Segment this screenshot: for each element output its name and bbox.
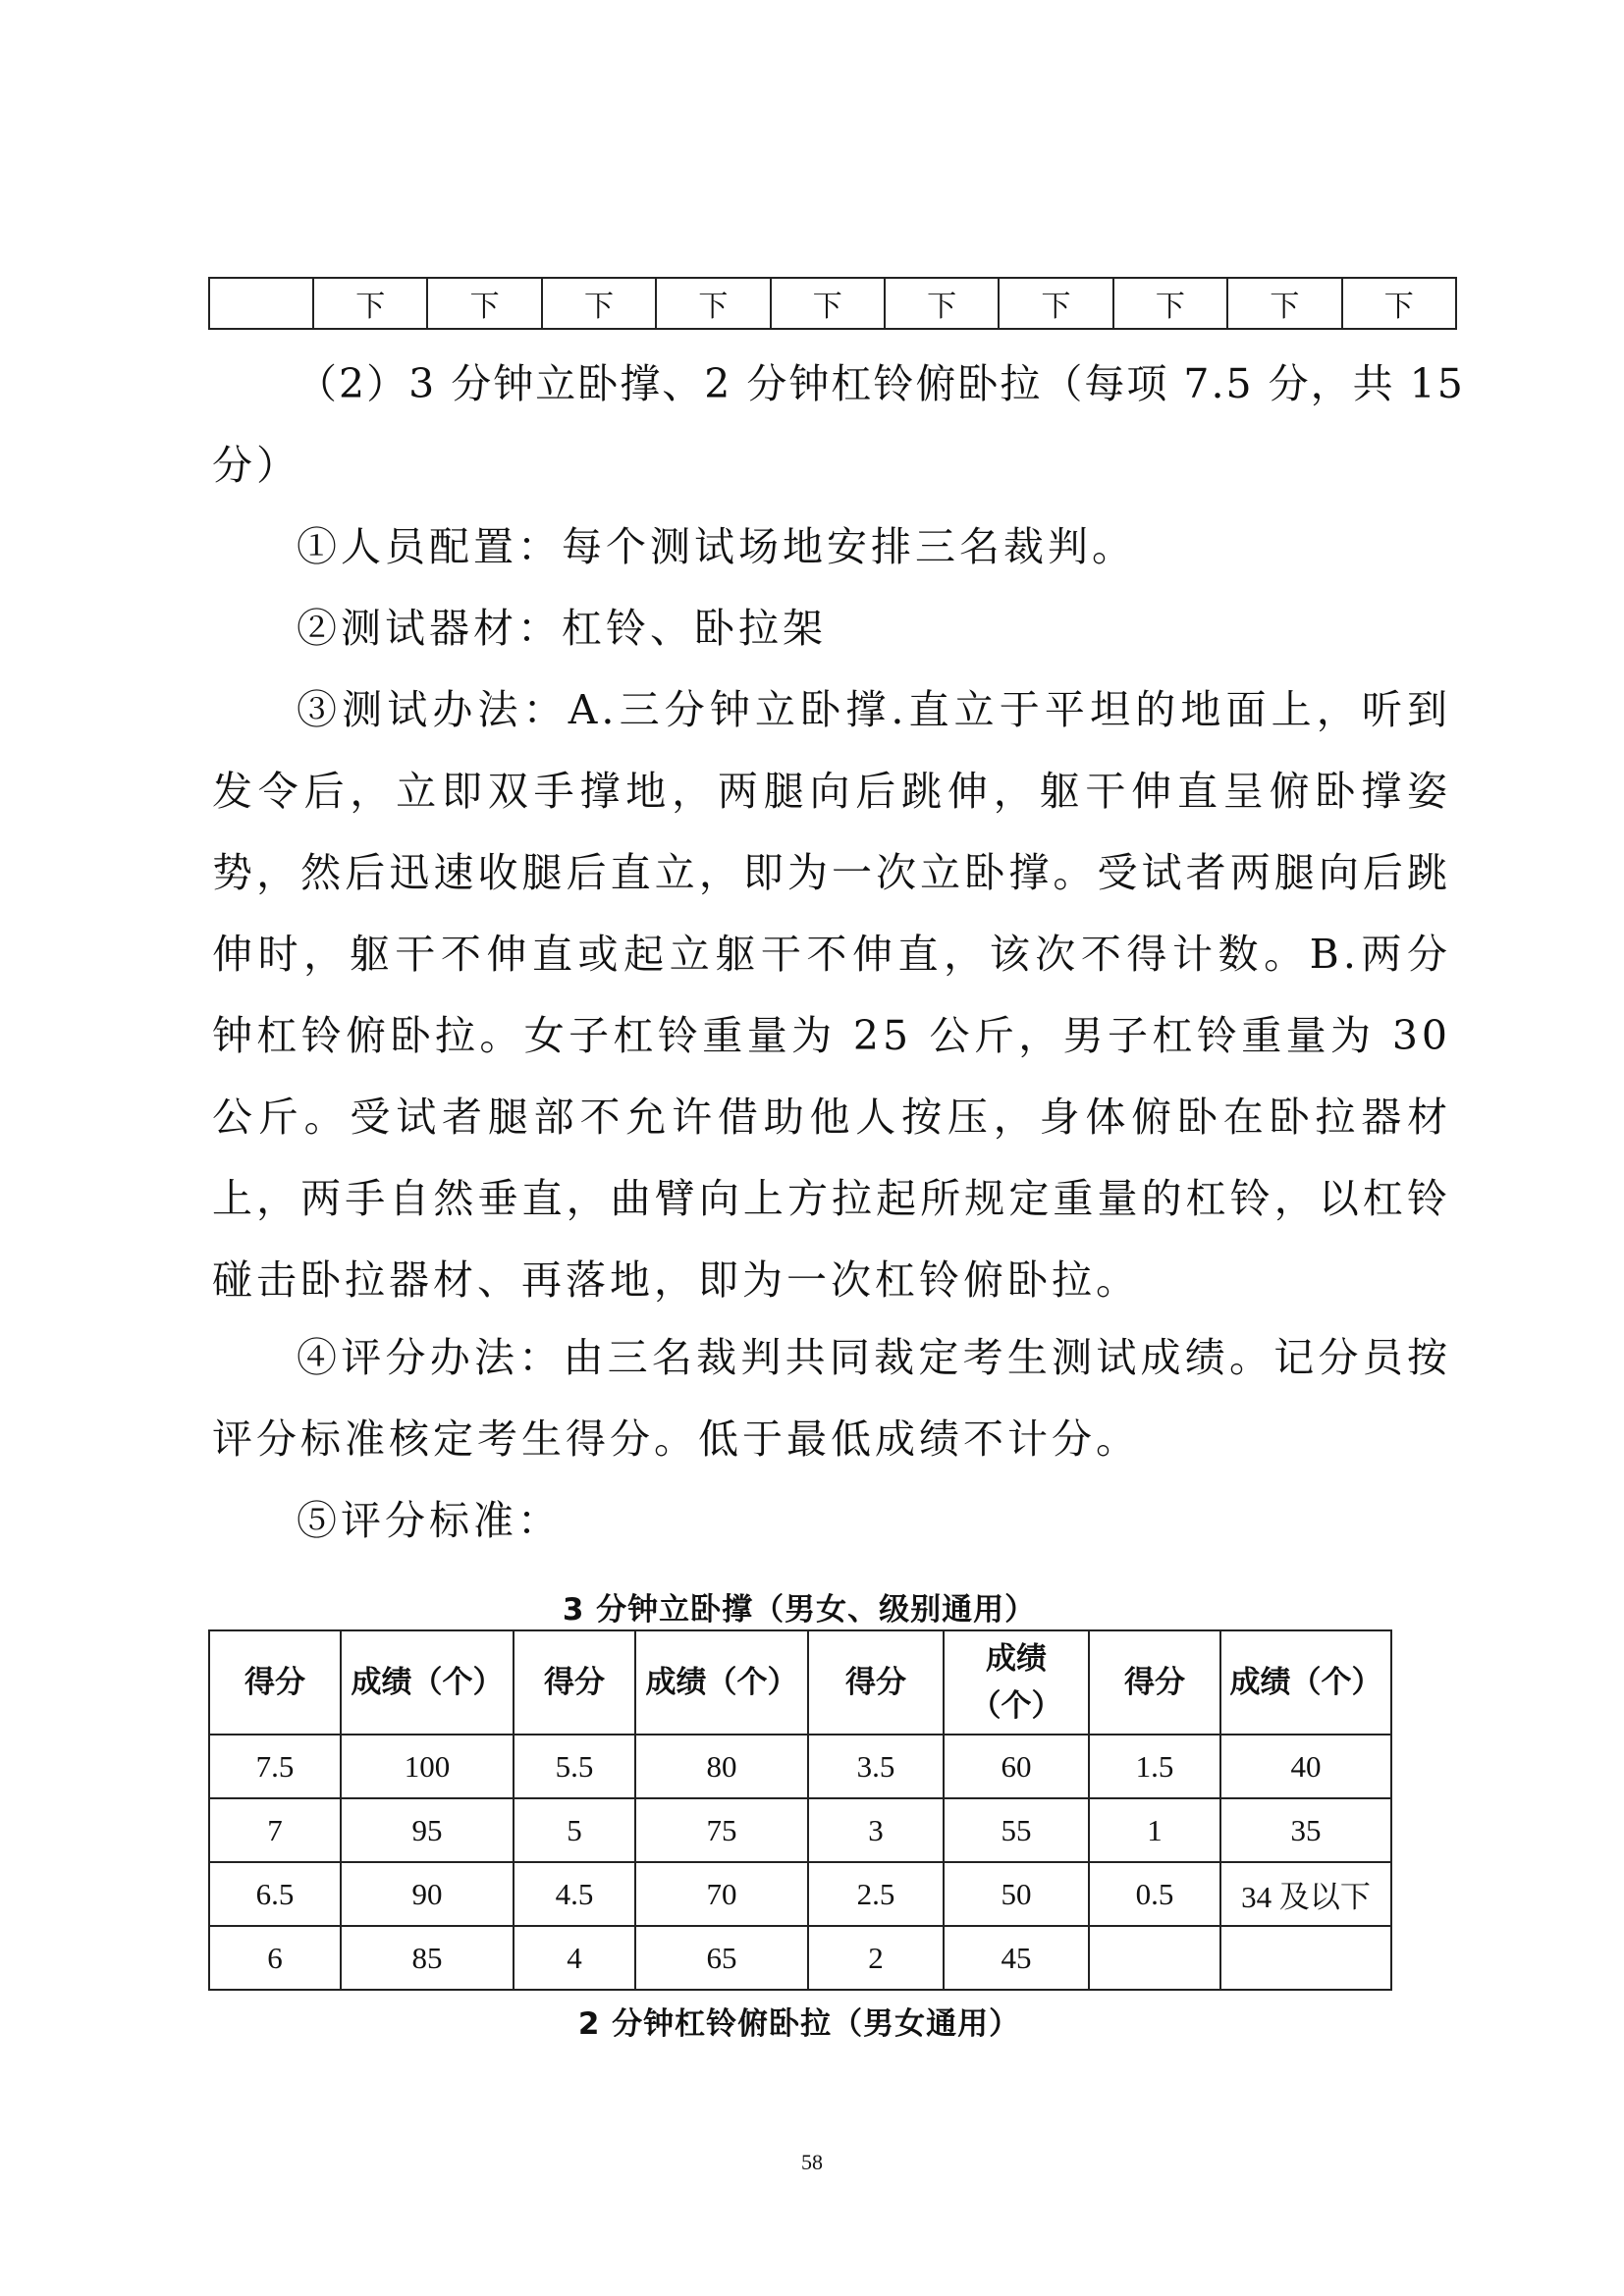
table-header-row	[209, 1630, 1391, 1735]
table-row	[209, 1798, 1391, 1862]
table-cell: 5.5	[514, 1735, 635, 1798]
table-cell	[1220, 1926, 1391, 1990]
table-cell: 50	[944, 1862, 1089, 1926]
table-cell: 1	[1089, 1798, 1220, 1862]
header-cell: 成绩（个）	[341, 1630, 514, 1735]
table-cell	[1089, 1926, 1220, 1990]
method-paragraph: ③测试办法：A.三分钟立卧撑.直立于平坦的地面上，听到发令后，立即双手撑地，两腿向后跳伸，躯干伸直呈俯卧撑姿势，然后迅速收腿后直立，即为一次立卧撑。受试者两腿向后跳伸时，躯干不伸直或起立躯干不伸直，该次不得计数。B.两分钟杠铃俯卧拉。女子杠铃重量为 25 公斤，男子杠铃重量为 30 公斤。受试者腿部不允许借助他人按压，身体俯卧在卧拉器材上，两手自然垂直，曲臂向上方拉起所规定重量的杠铃，以杠铃碰击卧拉器材、再落地，即为一次杠铃俯卧拉。	[212, 686, 1451, 1304]
table-cell: 下	[542, 278, 656, 329]
table-cell: 34 及以下	[1220, 1862, 1391, 1926]
header-cell: 得分	[209, 1630, 341, 1735]
table-cell: 7	[209, 1798, 341, 1862]
equipment-paragraph: ②测试器材：杠铃、卧拉架	[297, 605, 827, 652]
table-cell: 95	[341, 1798, 514, 1862]
table-cell: 6.5	[209, 1862, 341, 1926]
table-cell: 4.5	[514, 1862, 635, 1926]
table-row	[209, 1735, 1391, 1798]
table-cell: 7.5	[209, 1735, 341, 1798]
table-cell: 下	[999, 278, 1112, 329]
table-cell: 下	[1113, 278, 1227, 329]
table-cell	[209, 278, 313, 329]
table-row	[209, 1926, 1391, 1990]
table-cell: 下	[427, 278, 541, 329]
table-cell: 35	[1220, 1798, 1391, 1862]
table-cell: 3.5	[808, 1735, 944, 1798]
table2-caption: 2 分钟杠铃俯卧拉（男女通用）	[577, 2006, 1021, 2042]
table1-caption: 3 分钟立卧撑（男女、级别通用）	[562, 1592, 1037, 1628]
table-cell: 下	[771, 278, 885, 329]
table-cell: 100	[341, 1735, 514, 1798]
table-cell: 下	[885, 278, 999, 329]
table-cell: 下	[1227, 278, 1341, 329]
continued-table	[208, 277, 1457, 330]
scoring-method-paragraph: ④评分办法：由三名裁判共同裁定考生测试成绩。记分员按评分标准核定考生得分。低于最低成绩不计分。	[212, 1334, 1451, 1463]
table-row	[209, 1862, 1391, 1926]
table-cell: 40	[1220, 1735, 1391, 1798]
table-cell: 85	[341, 1926, 514, 1990]
section-title-line1: （2）3 分钟立卧撑、2 分钟杠铃俯卧拉（每项 7.5 分，共 15	[297, 360, 1465, 407]
table-cell: 65	[635, 1926, 808, 1990]
table-cell: 55	[944, 1798, 1089, 1862]
header-cell: 得分	[808, 1630, 944, 1735]
header-cell: 得分	[1089, 1630, 1220, 1735]
table-cell: 70	[635, 1862, 808, 1926]
table-cell: 4	[514, 1926, 635, 1990]
table-cell: 3	[808, 1798, 944, 1862]
table-cell: 60	[944, 1735, 1089, 1798]
section-title-line2: 分）	[212, 442, 300, 489]
header-cell: 成绩（个）	[1220, 1630, 1391, 1735]
table-cell: 6	[209, 1926, 341, 1990]
table-cell: 1.5	[1089, 1735, 1220, 1798]
scoring-standard-heading: ⑤评分标准：	[297, 1497, 562, 1544]
table-cell: 75	[635, 1798, 808, 1862]
header-cell: 成绩（个）	[944, 1630, 1089, 1735]
page-number: 58	[801, 2150, 823, 2174]
table-cell: 0.5	[1089, 1862, 1220, 1926]
table-cell: 2.5	[808, 1862, 944, 1926]
header-cell: 得分	[514, 1630, 635, 1735]
table-cell: 90	[341, 1862, 514, 1926]
table-cell: 下	[313, 278, 427, 329]
header-cell: 成绩（个）	[635, 1630, 808, 1735]
table-cell: 2	[808, 1926, 944, 1990]
table-cell: 45	[944, 1926, 1089, 1990]
situp-standard-table	[208, 1629, 1392, 1991]
table-row	[209, 278, 1456, 329]
staffing-paragraph: ①人员配置：每个测试场地安排三名裁判。	[297, 523, 1136, 570]
table-cell: 下	[656, 278, 770, 329]
table-cell: 5	[514, 1798, 635, 1862]
table-cell: 80	[635, 1735, 808, 1798]
table-cell: 下	[1342, 278, 1456, 329]
